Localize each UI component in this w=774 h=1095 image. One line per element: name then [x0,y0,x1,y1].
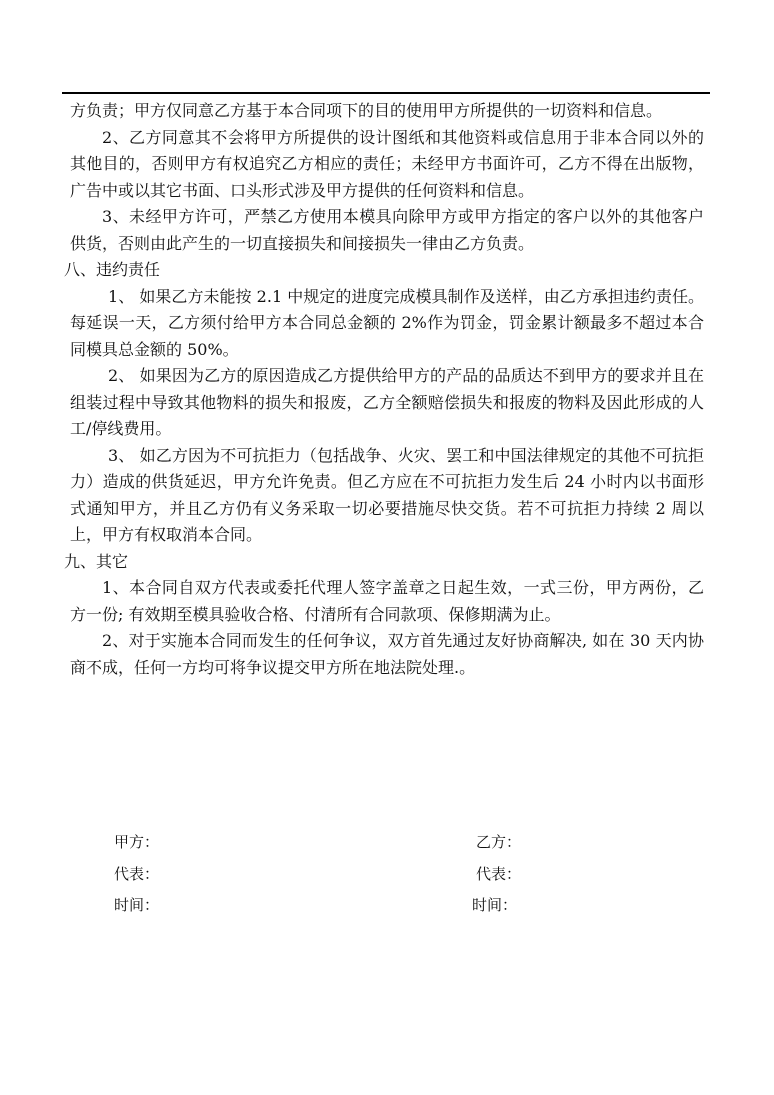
party-a-label: 甲方： [114,833,160,851]
clause-7-2: 2、乙方同意其不会将甲方所提供的设计图纸和其他资料或信息用于非本合同以外的其他目的，否则甲方有权追究乙方相应的责任；未经甲方书面许可，乙方不得在出版物，广告中或以其它书面、口头形式涉及甲方提供的任何资料和信息。 [70,127,704,200]
clause-8-3: 3、 如乙方因为不可抗拒力（包括战争、火灾、罢工和中国法律规定的其他不可抗拒力）造成的供货延迟，甲方允许免责。但乙方应在不可抗拒力发生后 24 小时内以书面形式通知甲方，并且乙方仍有义务采取一切必要措施尽快交货。若不可抗拒力持续 2 周以上，甲方有权取消本合同。 [70,445,704,544]
clause-8-1: 1、 如果乙方未能按 2.1 中规定的进度完成模具制作及送样，由乙方承担违约责任。每延误一天，乙方须付给甲方本合同总金额的 2%作为罚金，罚金累计额最多不超过本合同模具总金额的 50%。 [70,286,704,359]
clause-9-1: 1、本合同自双方代表或委托代理人签字盖章之日起生效，一式三份，甲方两份，乙方一份; 有效期至模具验收合格、付清所有合同款项、保修期满为止。 [70,578,704,624]
section-heading-8: 八、违约责任 [64,260,161,279]
document-body [64,98,704,681]
paragraph-continuation: 方负责；甲方仅同意乙方基于本合同项下的目的使用甲方所提供的一切资料和信息。 [70,101,663,120]
party-b-time-label: 时间： [472,896,518,914]
clause-7-3: 3、未经甲方许可，严禁乙方使用本模具向除甲方或甲方指定的客户以外的其他客户供货，否则由此产生的一切直接损失和间接损失一律由乙方负责。 [70,207,704,253]
header-rule [62,92,710,94]
party-a-time-label: 时间： [114,896,160,914]
party-b-label: 乙方： [476,833,522,851]
party-a-rep-label: 代表： [114,865,160,883]
clause-8-2: 2、 如果因为乙方的原因造成乙方提供给甲方的产品的品质达不到甲方的要求并且在组装过程中导致其他物料的损失和报废，乙方全额赔偿损失和报废的物料及因此形成的人工/停线费用。 [70,366,704,438]
section-heading-9: 九、其它 [64,551,129,571]
clause-9-2: 2、对于实施本合同而发生的任何争议，双方首先通过友好协商解决, 如在 30 天内协商不成，任何一方均可将争议提交甲方所在地法院处理.。 [70,631,704,677]
party-b-rep-label: 代表： [476,865,522,883]
